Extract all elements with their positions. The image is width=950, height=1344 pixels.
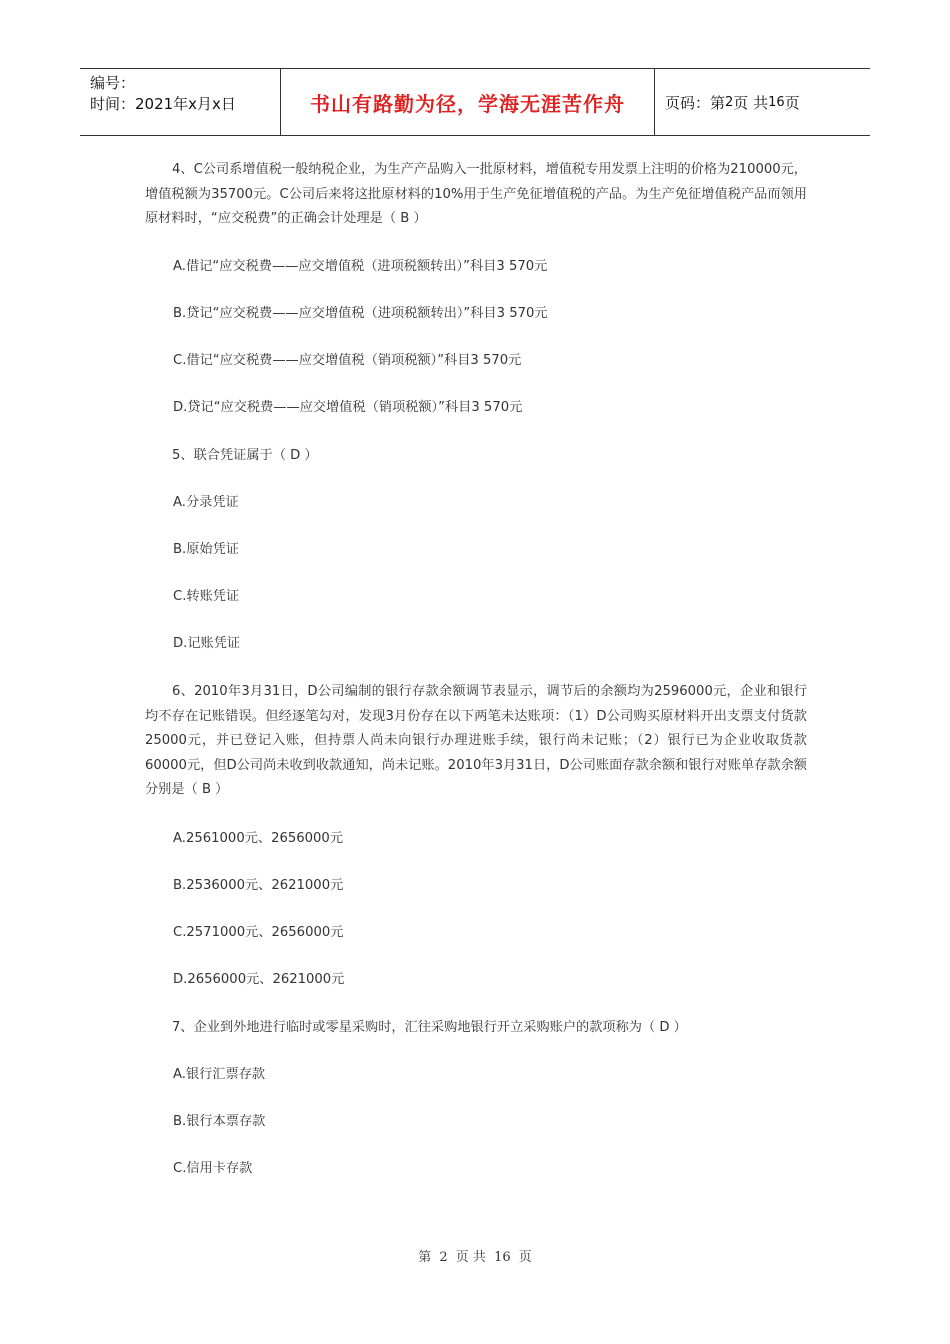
page-mid-label: 页 共: [733, 93, 769, 112]
option-item: C.转账凭证: [173, 589, 240, 604]
page-end-label: 页: [784, 93, 800, 112]
option-item: D.2656000元、2621000元: [173, 972, 345, 987]
option-item: A.借记“应交税费——应交增值税（进项税额转出）”科目3 570元: [173, 259, 548, 274]
page-header: [80, 68, 870, 136]
header-motto: 书山有路勤为径，学海无涯苦作舟: [310, 91, 625, 116]
header-page-info: [655, 69, 870, 135]
total-pages: 16: [768, 94, 785, 110]
question-text: 7、企业到外地进行临时或零星采购时，汇往采购地银行开立采购账户的款项称为（ D ）: [172, 1020, 687, 1035]
option-item: C.信用卡存款: [173, 1161, 253, 1176]
option-item: C.2571000元、2656000元: [173, 925, 344, 940]
question-block: [145, 444, 807, 469]
header-meta: [80, 69, 281, 135]
footer-page-number: 2: [439, 1250, 448, 1265]
option-item: B.银行本票存款: [173, 1114, 266, 1129]
header-motto-cell: [281, 69, 655, 135]
option-item: A.银行汇票存款: [173, 1067, 266, 1082]
question-block: [145, 680, 807, 803]
option-item: B.贷记“应交税费——应交增值税（进项税额转出）”科目3 570元: [173, 306, 548, 321]
option-item: A.2561000元、2656000元: [173, 831, 344, 846]
page-number: 2: [725, 94, 734, 110]
question-text: 4、C公司系增值税一般纳税企业，为生产产品购入一批原材料，增值税专用发票上注明的价格为210000元，增值税额为35700元。C公司后来将这批原材料的10%用于生产免征增值税的产品。为生产免征增值税产品而领用原材料时，“应交税费”的正确会计处理是（ B ）: [145, 162, 807, 226]
footer-pre: 第: [418, 1250, 432, 1265]
footer-total-pages: 16: [494, 1250, 511, 1265]
page-footer: [0, 1246, 950, 1265]
option-item: A.分录凭证: [173, 495, 239, 510]
question-text: 6、2010年3月31日，D公司编制的银行存款余额调节表显示，调节后的余额均为2596000元，企业和银行均不存在记账错误。但经逐笔勾对，发现3月份存在以下两笔未达账项：（1）D公司购买原材料开出支票支付货款25000元，并已登记入账，但持票人尚未向银行办理进账手续，银行尚未记账；（2）银行已为企业收取货款60000元，但D公司尚未收到收款通知，尚未记账。2010年3月31日，D公司账面存款余额和银行对账单存款余额分别是（ B ）: [145, 684, 807, 797]
document-number-label: 编号：: [90, 74, 136, 92]
option-item: C.借记“应交税费——应交增值税（销项税额）”科目3 570元: [173, 353, 522, 368]
document-date: 时间：2021年x月x日: [90, 95, 236, 113]
question-block: [145, 158, 807, 232]
footer-post: 页: [518, 1250, 532, 1265]
option-item: B.2536000元、2621000元: [173, 878, 344, 893]
option-item: D.记账凭证: [173, 636, 241, 651]
page-label: 页码：第: [665, 93, 726, 112]
option-item: B.原始凭证: [173, 542, 239, 557]
option-item: D.贷记“应交税费——应交增值税（销项税额）”科目3 570元: [173, 400, 523, 415]
question-block: [145, 1016, 807, 1041]
question-text: 5、联合凭证属于（ D ）: [172, 448, 318, 463]
footer-mid: 页 共: [455, 1250, 486, 1265]
